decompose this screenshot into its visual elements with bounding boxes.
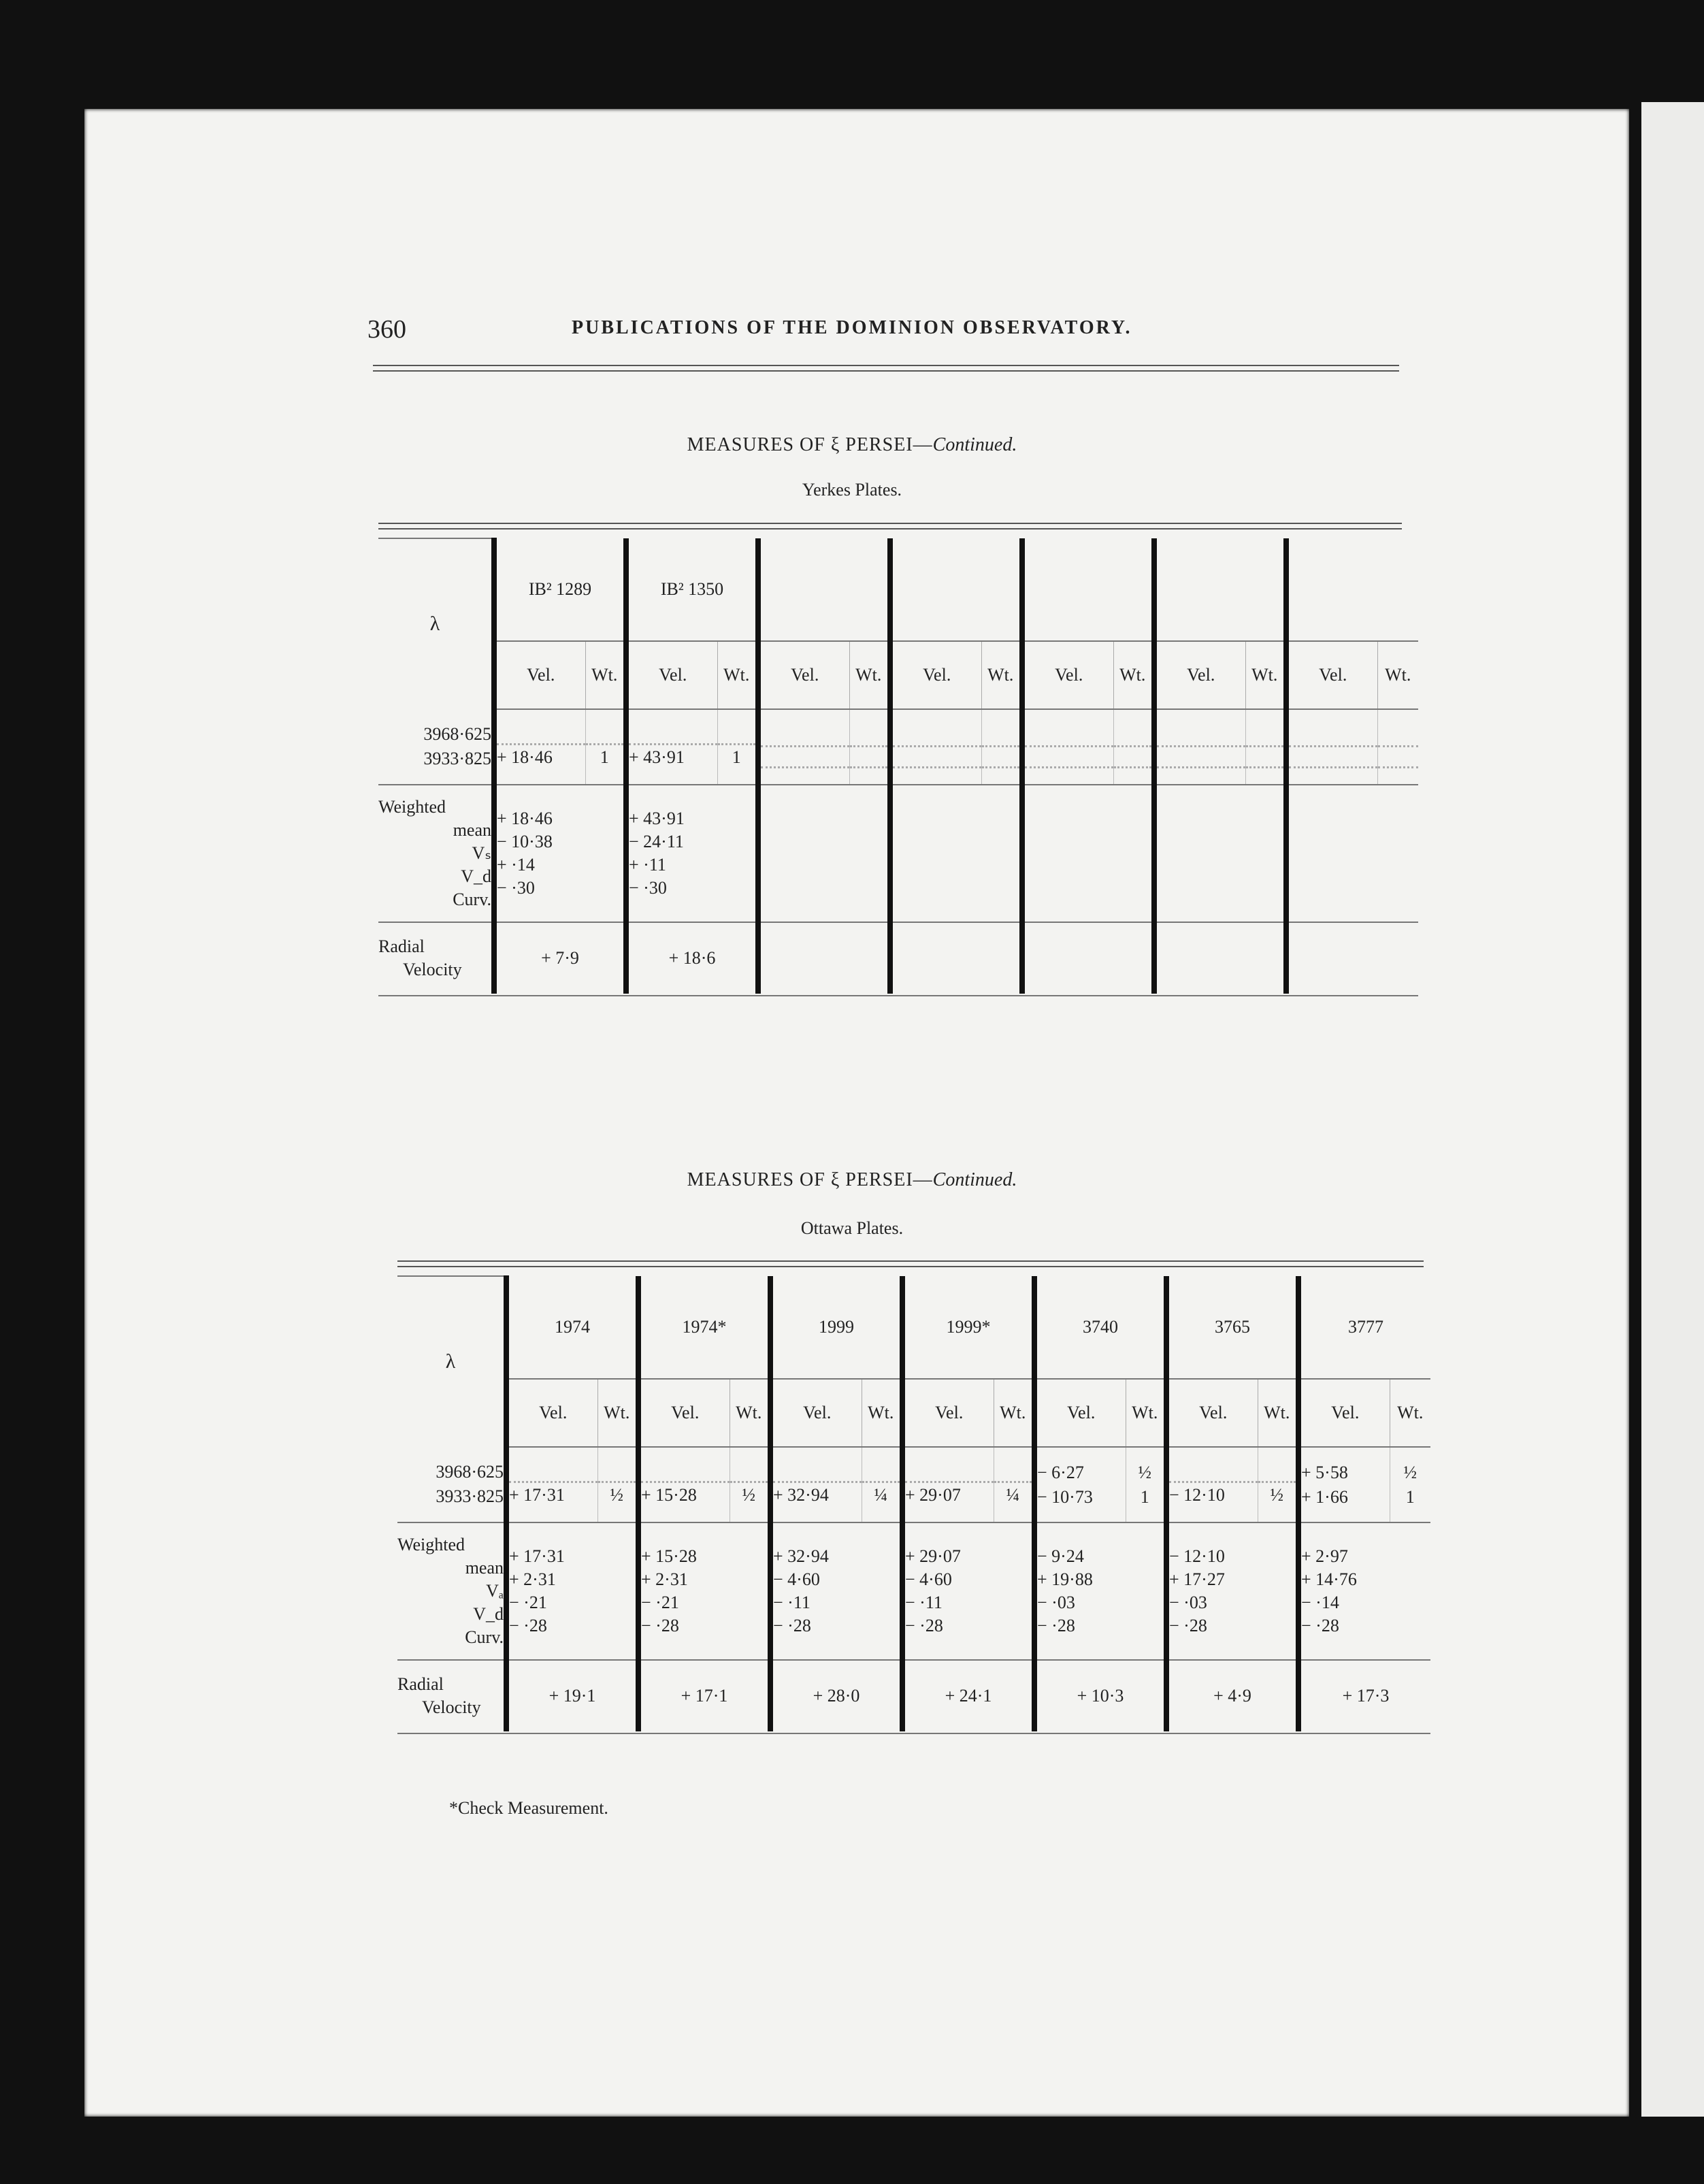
- wt-column-header: Wt.: [730, 1379, 770, 1447]
- reduction-value: − ·28: [1301, 1616, 1339, 1635]
- radial-velocity-label: [397, 1660, 506, 1731]
- radial-velocity-value: + 28·0: [770, 1660, 902, 1731]
- lambda-header: λ: [378, 538, 494, 709]
- wt-measures: [1245, 709, 1286, 785]
- reduction-value: − ·30: [629, 878, 667, 898]
- plate-number: 3740: [1034, 1276, 1166, 1379]
- measure-wt: [1114, 747, 1152, 768]
- wt-measures: [1113, 709, 1154, 785]
- measure-wt: ½: [610, 1485, 623, 1505]
- ottawa-caption-continued: Continued.: [932, 1169, 1017, 1190]
- wt-column-header: Wt.: [1113, 641, 1154, 709]
- radial-velocity-value: + 18·6: [626, 922, 758, 994]
- reduction-value: − ·21: [509, 1593, 547, 1612]
- reduction-label: Weighted: [397, 1535, 465, 1554]
- wt-column-header: Wt.: [1390, 1379, 1430, 1447]
- wt-measures: [585, 709, 626, 785]
- measure-vel: − 12·10: [1169, 1485, 1225, 1505]
- reduction-values: [494, 785, 626, 922]
- measure-vel: [1157, 726, 1245, 747]
- radial-label-line: Radial: [378, 936, 425, 956]
- reduction-value: − 4·60: [905, 1569, 952, 1589]
- reduction-value: − ·14: [1301, 1593, 1339, 1612]
- vel-column-header: Vel.: [1286, 641, 1377, 709]
- wt-measures: [849, 709, 890, 785]
- reduction-value: + 2·31: [641, 1569, 688, 1589]
- reduction-values: [758, 785, 890, 922]
- table-bottom-rule: [378, 994, 1418, 996]
- ottawa-caption-main: MEASURES OF ξ PERSEI—: [687, 1169, 933, 1190]
- measure-wt: [994, 1462, 1032, 1483]
- wt-column-header: Wt.: [994, 1379, 1034, 1447]
- column-header-row: [378, 641, 1418, 709]
- vel-column-header: Vel.: [1166, 1379, 1258, 1447]
- vel-column-header: Vel.: [506, 1379, 597, 1447]
- measure-vel: [497, 724, 585, 745]
- measure-wt: [850, 747, 888, 768]
- reduction-values: [902, 1522, 1034, 1660]
- measure-vel: [1025, 726, 1113, 747]
- vel-column-header: Vel.: [1298, 1379, 1390, 1447]
- reduction-label: mean: [453, 820, 491, 840]
- reduction-value: + 2·31: [509, 1569, 556, 1589]
- yerkes-caption-continued: Continued.: [932, 434, 1017, 455]
- wavelength-labels: [397, 1447, 506, 1522]
- vel-measures: [1166, 1447, 1258, 1522]
- wavelength: 3968·625: [423, 724, 491, 744]
- measure-wt: [862, 1462, 900, 1483]
- radial-velocity-value: + 10·3: [1034, 1660, 1166, 1731]
- yerkes-top-rule: [378, 523, 1402, 529]
- wt-column-header: Wt.: [1126, 1379, 1166, 1447]
- wt-measures: [1377, 709, 1418, 785]
- wt-measures: [1126, 1447, 1166, 1522]
- reduction-values: [1022, 785, 1154, 922]
- plate-number: 1999: [770, 1276, 902, 1379]
- page-header: [367, 314, 1402, 355]
- plate-header-row: [378, 538, 1418, 641]
- reduction-values: [506, 1522, 638, 1660]
- adjacent-page-edge: [1641, 102, 1704, 2117]
- vel-column-header: Vel.: [1154, 641, 1245, 709]
- reduction-value: − 9·24: [1037, 1546, 1084, 1566]
- header-rule: [373, 365, 1399, 372]
- lambda-header: λ: [397, 1276, 506, 1447]
- measure-wt: [730, 1462, 768, 1483]
- footnote: *Check Measurement.: [449, 1798, 608, 1818]
- radial-velocity-value: + 19·1: [506, 1660, 638, 1731]
- reduction-label: Vₐ: [486, 1581, 504, 1601]
- reduction-label: Curv.: [453, 890, 491, 909]
- reduction-value: + 17·27: [1169, 1569, 1225, 1589]
- reduction-value: − ·03: [1037, 1593, 1075, 1612]
- vel-measures: [1022, 709, 1113, 785]
- vel-column-header: Vel.: [1022, 641, 1113, 709]
- running-title: PUBLICATIONS OF THE DOMINION OBSERVATORY.: [572, 317, 1132, 338]
- wt-measures: [730, 1447, 770, 1522]
- radial-velocity-value: [1286, 922, 1418, 994]
- measure-vel: + 29·07: [905, 1485, 961, 1505]
- reduction-values: [770, 1522, 902, 1660]
- yerkes-table: [378, 538, 1418, 996]
- reduction-label: Weighted: [378, 797, 446, 817]
- ottawa-table: [397, 1275, 1430, 1734]
- vel-column-header: Vel.: [494, 641, 585, 709]
- measure-vel: + 17·31: [509, 1485, 565, 1505]
- vel-column-header: Vel.: [890, 641, 981, 709]
- plate-number: 3765: [1166, 1276, 1298, 1379]
- radial-velocity-value: + 17·3: [1298, 1660, 1430, 1731]
- measure-vel: + 43·91: [629, 747, 685, 767]
- yerkes-subtitle: Yerkes Plates.: [802, 480, 902, 500]
- wt-measures: [1258, 1447, 1298, 1522]
- reduction-value: + 14·76: [1301, 1569, 1357, 1589]
- measure-vel: [641, 1462, 730, 1483]
- radial-velocity-value: [890, 922, 1022, 994]
- reduction-value: + 29·07: [905, 1546, 961, 1566]
- column-header-row: [397, 1379, 1430, 1447]
- vel-column-header: Vel.: [902, 1379, 994, 1447]
- radial-velocity-value: + 24·1: [902, 1660, 1034, 1731]
- reduction-value: + 19·88: [1037, 1569, 1093, 1589]
- reduction-values: [1286, 785, 1418, 922]
- measures-row: [378, 709, 1418, 785]
- reduction-label: V_d: [473, 1604, 504, 1624]
- measure-wt: [1378, 747, 1419, 768]
- reduction-value: − ·03: [1169, 1593, 1207, 1612]
- measure-wt: [850, 726, 888, 747]
- vel-measures: [494, 709, 585, 785]
- ottawa-subtitle: Ottawa Plates.: [800, 1218, 904, 1238]
- reduction-label: mean: [465, 1558, 504, 1578]
- wt-measures: [717, 709, 758, 785]
- wt-measures: [597, 1447, 638, 1522]
- measure-vel: + 5·58: [1301, 1462, 1348, 1482]
- vel-column-header: Vel.: [1034, 1379, 1126, 1447]
- reduction-value: + ·14: [497, 855, 535, 875]
- plate-number: 1974*: [638, 1276, 770, 1379]
- measure-wt: [1378, 726, 1419, 747]
- reduction-value: − 24·11: [629, 832, 684, 851]
- plate-number: 1974: [506, 1276, 638, 1379]
- measure-vel: [1289, 747, 1377, 768]
- ottawa-caption: [0, 1169, 1704, 1191]
- reduction-value: + 15·28: [641, 1546, 697, 1566]
- reduction-values: [1298, 1522, 1430, 1660]
- radial-velocity-value: [1154, 922, 1286, 994]
- measure-wt: [982, 726, 1020, 747]
- wt-column-header: Wt.: [597, 1379, 638, 1447]
- reduction-row: [397, 1522, 1430, 1660]
- reduction-value: − ·28: [773, 1616, 811, 1635]
- page-number: 360: [367, 315, 406, 344]
- wt-column-header: Wt.: [717, 641, 758, 709]
- reduction-value: + ·11: [629, 855, 666, 875]
- wt-column-header: Wt.: [1377, 641, 1418, 709]
- radial-velocity-value: + 7·9: [494, 922, 626, 994]
- yerkes-caption: [0, 434, 1704, 456]
- reduction-value: − 4·60: [773, 1569, 820, 1589]
- plate-number: [1286, 538, 1418, 641]
- vel-measures: [1034, 1447, 1126, 1522]
- measure-wt: ½: [742, 1485, 755, 1505]
- wavelength: 3968·625: [436, 1462, 504, 1482]
- reduction-values: [1166, 1522, 1298, 1660]
- measure-vel: [629, 724, 717, 745]
- vel-measures: [758, 709, 849, 785]
- vel-measures: [626, 709, 717, 785]
- vel-measures: [902, 1447, 994, 1522]
- reduction-value: − ·11: [773, 1593, 810, 1612]
- reduction-value: − ·28: [905, 1616, 943, 1635]
- measure-wt: [1246, 726, 1284, 747]
- measure-vel: [761, 747, 849, 768]
- reduction-values: [1034, 1522, 1166, 1660]
- reduction-value: + 2·97: [1301, 1546, 1348, 1566]
- measure-wt: ¼: [874, 1485, 887, 1505]
- measure-vel: [509, 1462, 597, 1483]
- radial-velocity-value: [1022, 922, 1154, 994]
- plate-number: IB² 1289: [494, 538, 626, 641]
- plate-number: [890, 538, 1022, 641]
- plate-number: [758, 538, 890, 641]
- radial-label-line: Radial: [397, 1674, 444, 1694]
- measure-wt: ¼: [1006, 1485, 1019, 1505]
- wt-measures: [994, 1447, 1034, 1522]
- wavelength-labels: [378, 709, 494, 785]
- measure-wt: [718, 724, 756, 745]
- measure-wt: [598, 1462, 636, 1483]
- measure-vel: + 1·66: [1301, 1486, 1348, 1507]
- reduction-value: + 17·31: [509, 1546, 565, 1566]
- measure-vel: [1289, 726, 1377, 747]
- measure-wt: 1: [732, 747, 741, 767]
- wt-measures: [862, 1447, 902, 1522]
- radial-velocity-value: + 4·9: [1166, 1660, 1298, 1731]
- reduction-value: − ·28: [509, 1616, 547, 1635]
- vel-column-header: Vel.: [758, 641, 849, 709]
- reduction-labels: [397, 1522, 506, 1660]
- wt-measures: [981, 709, 1022, 785]
- measure-vel: [1025, 747, 1113, 768]
- radial-velocity-value: [758, 922, 890, 994]
- radial-velocity-row: [397, 1660, 1430, 1731]
- measure-wt: [1258, 1462, 1296, 1483]
- table-bottom-rule: [397, 1731, 1430, 1733]
- measure-wt: 1: [1405, 1486, 1415, 1507]
- measure-vel: [893, 747, 981, 768]
- vel-column-header: Vel.: [638, 1379, 730, 1447]
- reduction-labels: [378, 785, 494, 922]
- plate-number: 1999*: [902, 1276, 1034, 1379]
- radial-label-line: Velocity: [422, 1697, 481, 1717]
- reduction-value: − ·28: [641, 1616, 679, 1635]
- measure-vel: [773, 1462, 862, 1483]
- reduction-label: Vₛ: [472, 843, 491, 863]
- reduction-value: − 12·10: [1169, 1546, 1225, 1566]
- vel-measures: [1154, 709, 1245, 785]
- reduction-value: − ·30: [497, 878, 535, 898]
- measure-vel: + 15·28: [641, 1485, 697, 1505]
- reduction-value: + 43·91: [629, 809, 685, 828]
- wt-column-header: Wt.: [1258, 1379, 1298, 1447]
- reduction-label: V_d: [461, 866, 491, 886]
- reduction-values: [890, 785, 1022, 922]
- measure-wt: [1114, 726, 1152, 747]
- vel-measures: [506, 1447, 597, 1522]
- radial-label-line: Velocity: [403, 960, 462, 979]
- measure-vel: + 32·94: [773, 1485, 829, 1505]
- measure-vel: [905, 1462, 994, 1483]
- vel-measures: [638, 1447, 730, 1522]
- vel-measures: [1298, 1447, 1390, 1522]
- measure-vel: [1169, 1462, 1258, 1483]
- measure-vel: [893, 726, 981, 747]
- radial-velocity-label: [378, 922, 494, 994]
- vel-column-header: Vel.: [626, 641, 717, 709]
- wt-column-header: Wt.: [981, 641, 1022, 709]
- vel-column-header: Vel.: [770, 1379, 862, 1447]
- ottawa-top-rule: [397, 1260, 1424, 1267]
- plate-number: [1022, 538, 1154, 641]
- measure-vel: − 10·73: [1037, 1486, 1093, 1507]
- wt-column-header: Wt.: [849, 641, 890, 709]
- measure-vel: [1157, 747, 1245, 768]
- measure-wt: [982, 747, 1020, 768]
- measure-vel: + 18·46: [497, 747, 553, 767]
- wt-column-header: Wt.: [1245, 641, 1286, 709]
- reduction-value: + 18·46: [497, 809, 553, 828]
- plate-number: IB² 1350: [626, 538, 758, 641]
- plate-number: [1154, 538, 1286, 641]
- measure-wt: [1246, 747, 1284, 768]
- wavelength: 3933·825: [423, 749, 491, 768]
- measure-wt: 1: [600, 747, 609, 767]
- radial-velocity-value: + 17·1: [638, 1660, 770, 1731]
- reduction-label: Curv.: [465, 1627, 504, 1647]
- measure-wt: 1: [1140, 1486, 1149, 1507]
- measure-wt: [586, 724, 624, 745]
- wt-column-header: Wt.: [862, 1379, 902, 1447]
- reduction-values: [626, 785, 758, 922]
- reduction-row: [378, 785, 1418, 922]
- measure-vel: [761, 726, 849, 747]
- measures-row: [397, 1447, 1430, 1522]
- vel-measures: [890, 709, 981, 785]
- reduction-values: [638, 1522, 770, 1660]
- reduction-values: [1154, 785, 1286, 922]
- reduction-value: + 32·94: [773, 1546, 829, 1566]
- radial-velocity-row: [378, 922, 1418, 994]
- vel-measures: [770, 1447, 862, 1522]
- reduction-value: − ·28: [1169, 1616, 1207, 1635]
- measure-vel: − 6·27: [1037, 1462, 1084, 1482]
- wt-measures: [1390, 1447, 1430, 1522]
- wt-column-header: Wt.: [585, 641, 626, 709]
- plate-header-row: [397, 1276, 1430, 1379]
- reduction-value: − 10·38: [497, 832, 553, 851]
- plate-number: 3777: [1298, 1276, 1430, 1379]
- vel-measures: [1286, 709, 1377, 785]
- yerkes-caption-main: MEASURES OF ξ PERSEI—: [687, 434, 933, 455]
- wavelength: 3933·825: [436, 1486, 504, 1506]
- measure-wt: ½: [1403, 1462, 1417, 1482]
- measure-wt: ½: [1138, 1462, 1151, 1482]
- page: [84, 109, 1629, 2117]
- measure-wt: ½: [1270, 1485, 1283, 1505]
- reduction-value: − ·21: [641, 1593, 679, 1612]
- reduction-value: − ·11: [905, 1593, 943, 1612]
- reduction-value: − ·28: [1037, 1616, 1075, 1635]
